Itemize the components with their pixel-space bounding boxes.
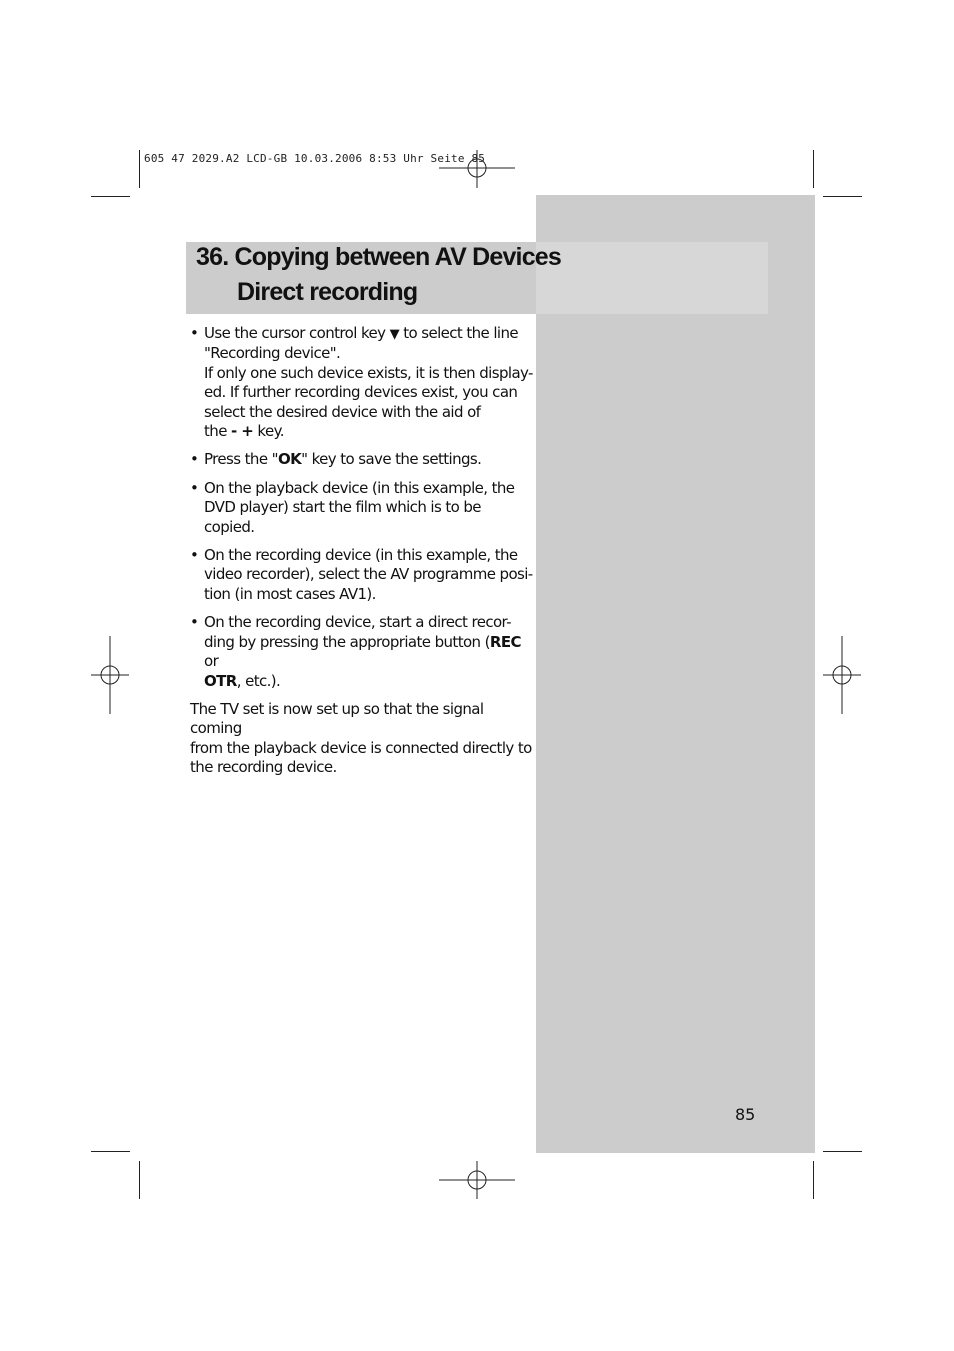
bullet: • — [190, 324, 199, 342]
instruction-item — [190, 479, 535, 537]
chapter-title: 36. Copying between AV Devices — [196, 243, 562, 271]
bullet: • — [190, 613, 199, 632]
text-line: Use the cursor control key ▼ to select the line — [204, 324, 519, 342]
chapter-heading — [196, 240, 561, 310]
text-line: On the recording device (in this example, the — [204, 546, 518, 565]
instruction-item — [190, 546, 535, 604]
text-line: On the playback device (in this example, the — [204, 478, 515, 497]
registration-mark-left — [91, 636, 131, 714]
cursor-down-icon: ▼ — [389, 327, 400, 342]
bullet: • — [190, 546, 199, 565]
title-background-extension — [536, 242, 768, 314]
ok-key: OK — [277, 450, 302, 469]
crop-mark-top-right-h — [823, 196, 862, 197]
text-line: ed. If further recording devices exist, you can — [204, 383, 518, 402]
crop-mark-top-left-h — [91, 196, 130, 197]
text-line: video recorder), select the AV programme posi- — [204, 565, 533, 584]
text-line: If only one such device exists, it is then display- — [204, 363, 533, 382]
bullet: • — [190, 450, 199, 469]
bullet: • — [190, 478, 199, 497]
text-line: The TV set is now set up so that the signal coming — [190, 699, 484, 738]
text-line: from the playback device is connected directly to — [190, 738, 532, 757]
closing-paragraph — [190, 700, 535, 778]
registration-mark-bottom — [437, 1161, 517, 1201]
registration-mark-right — [823, 636, 863, 714]
chapter-subtitle: Direct recording — [237, 278, 418, 306]
minus-plus-key: - + — [231, 422, 254, 441]
instruction-text — [190, 324, 535, 787]
text-line: OTR, etc.). — [204, 671, 281, 690]
text-line: On the recording device, start a direct recor- — [204, 613, 511, 632]
crop-mark-bottom-left-v — [139, 1161, 140, 1199]
text-line: the - + key. — [204, 422, 284, 441]
side-panel — [536, 195, 815, 1153]
otr-key: OTR — [204, 671, 237, 690]
text-line: tion (in most cases AV1). — [204, 584, 376, 603]
instruction-item — [190, 324, 535, 441]
instruction-item — [190, 613, 535, 691]
text-line: select the desired device with the aid of — [204, 402, 481, 421]
print-header: 605 47 2029.A2 LCD-GB 10.03.2006 8:53 Uhr Seite 85 — [144, 152, 486, 165]
text-line: the recording device. — [190, 758, 337, 777]
crop-mark-bottom-right-v — [813, 1161, 814, 1199]
text-line: DVD player) start the film which is to be copied. — [204, 498, 481, 536]
instruction-item — [190, 450, 535, 469]
registration-mark-top — [437, 150, 517, 190]
text-line: "Recording device". — [204, 344, 341, 363]
crop-mark-top-left-v — [139, 150, 140, 188]
rec-key: REC — [489, 632, 521, 651]
text-line: ding by pressing the appropriate button (REC or — [204, 632, 521, 671]
crop-mark-bottom-left-h — [91, 1151, 130, 1152]
text-line: Press the "OK" key to save the settings. — [204, 450, 482, 469]
crop-mark-bottom-right-h — [823, 1151, 862, 1152]
crop-mark-top-right-v — [813, 150, 814, 188]
page-number: 85 — [735, 1105, 756, 1124]
